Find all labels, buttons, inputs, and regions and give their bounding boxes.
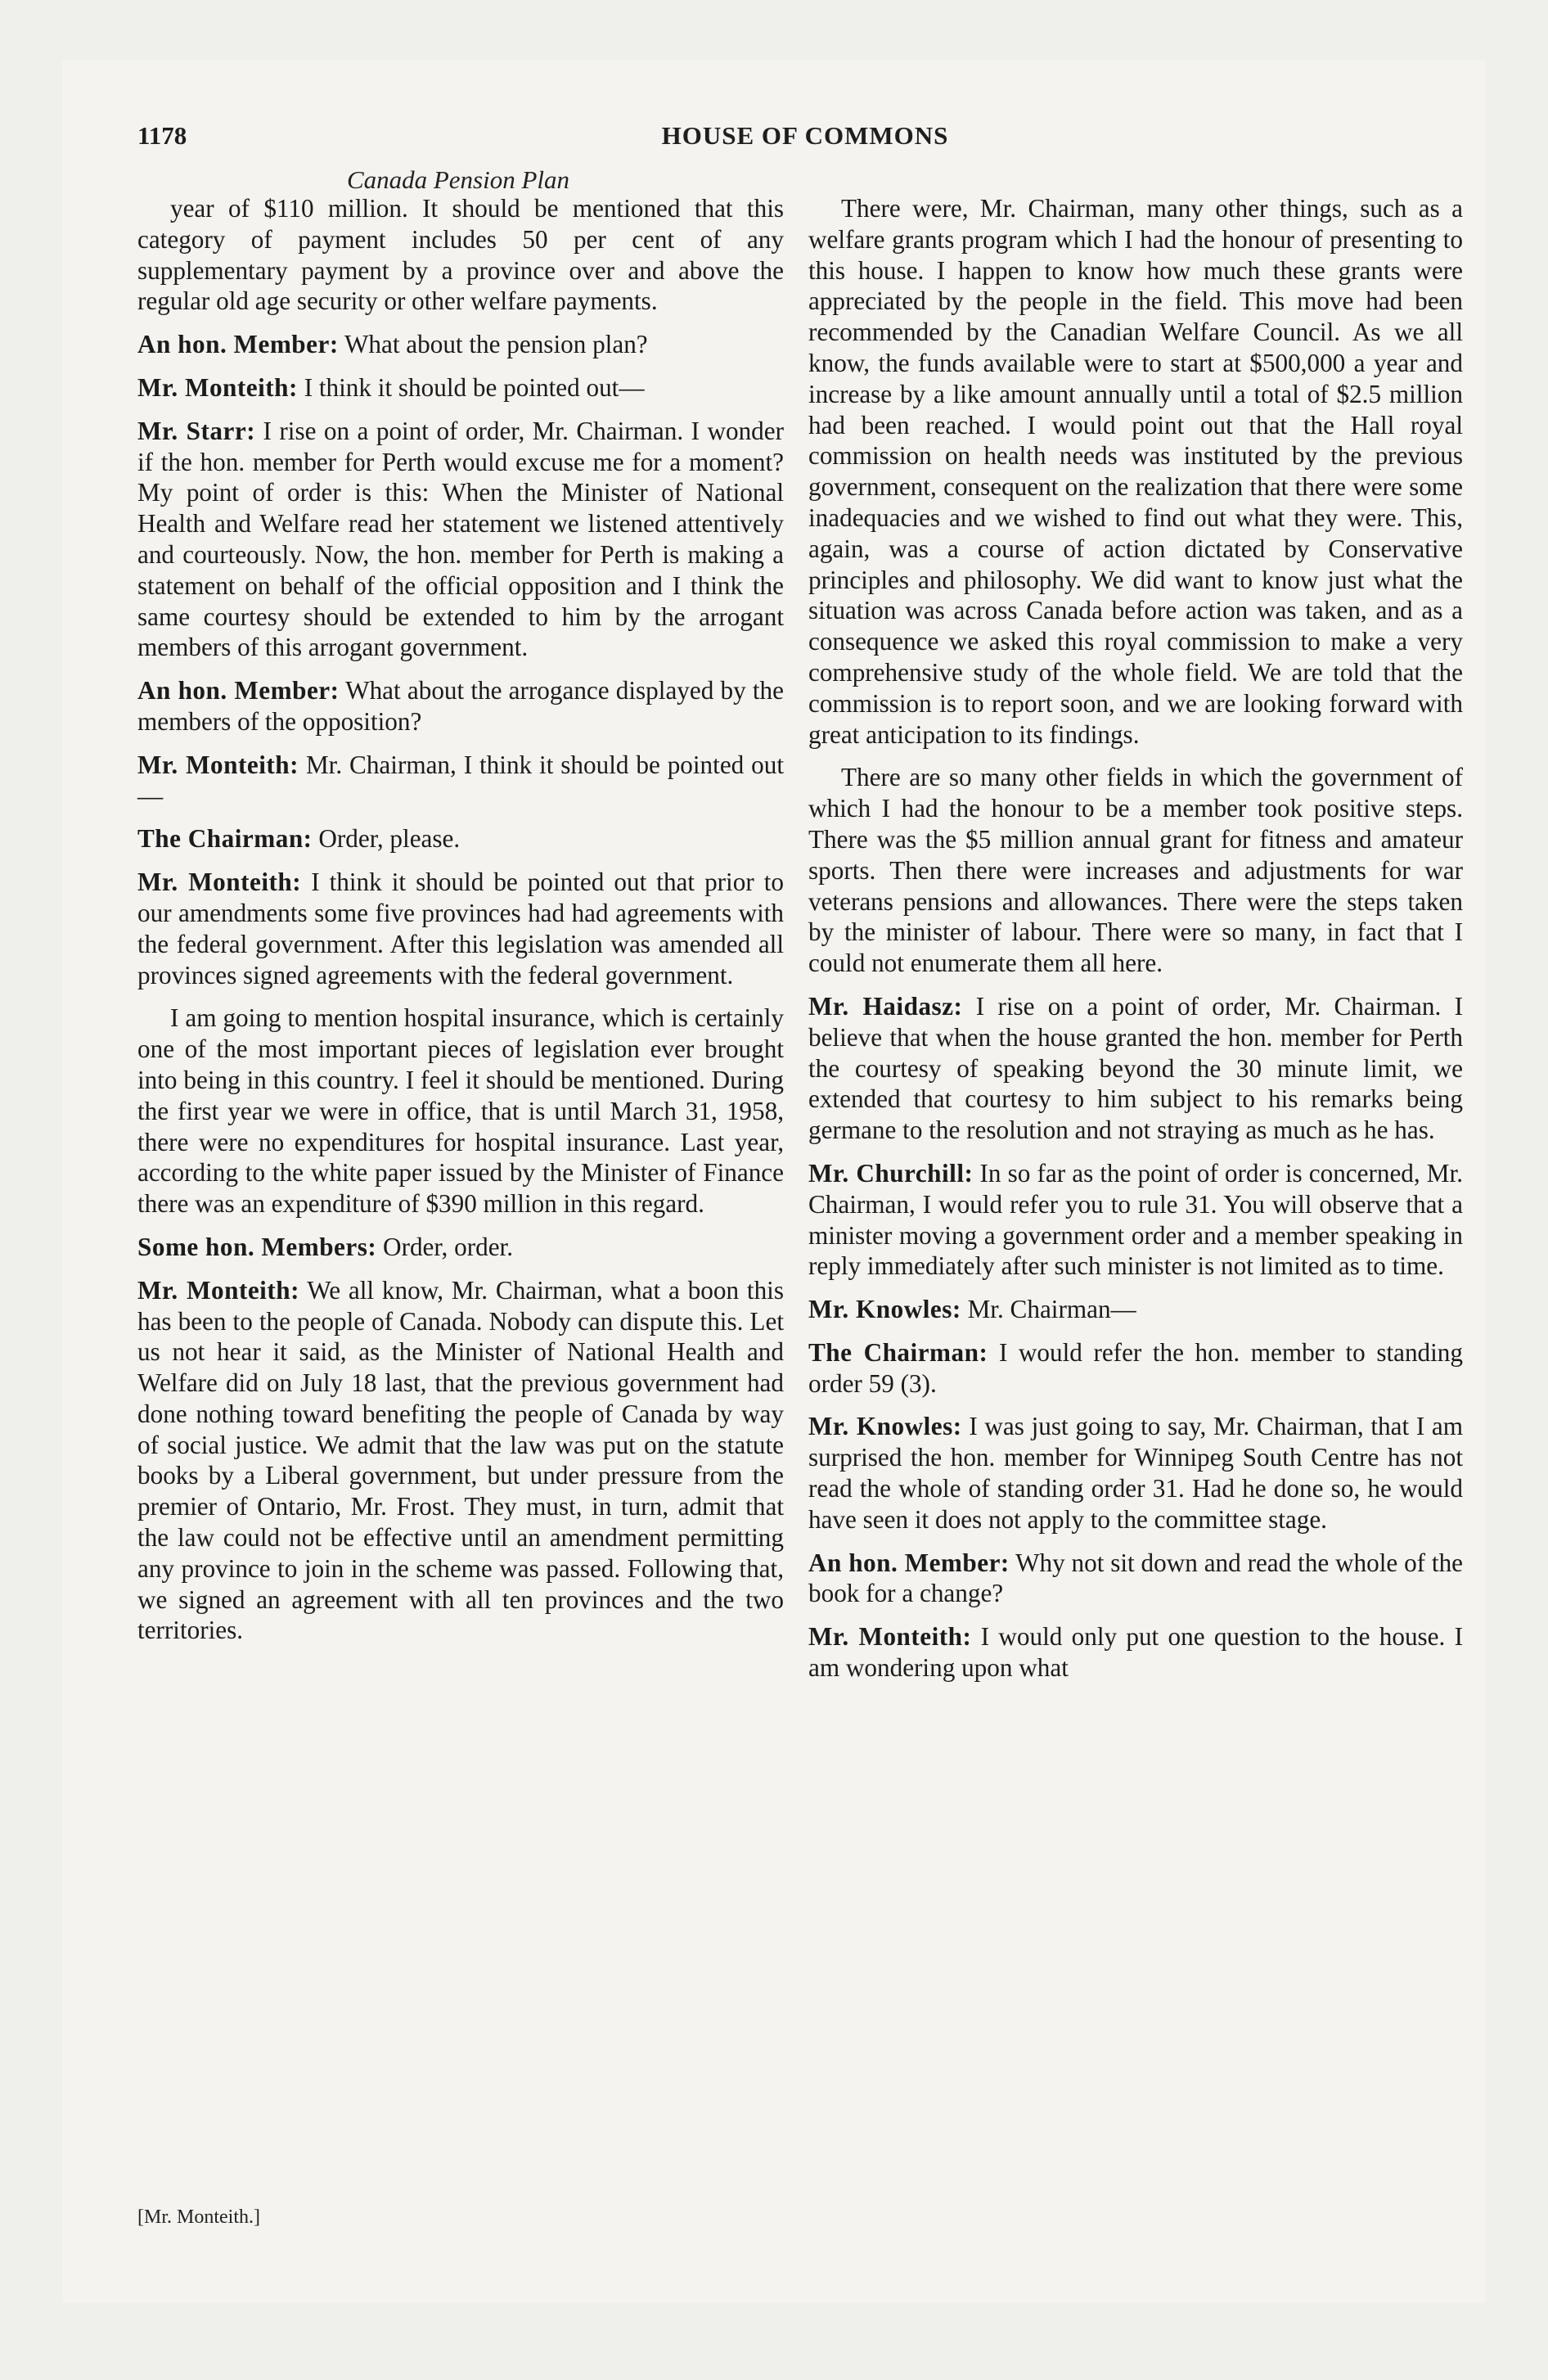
paragraph (137, 750, 784, 812)
paragraph-text: There are so many other fields in which the government of which I had the honour to be a member took positive steps. There was the $5 million annual grant for fitness and amateur sports. Then there were increases and adjustments for war veterans pensions and allowances. There were the steps taken by the minister of labour. There were so many, in fact that I could not enumerate them all here. (808, 763, 1463, 978)
running-title: HOUSE OF COMMONS (661, 121, 949, 150)
speaker-name: An hon. Member: (137, 330, 339, 359)
paragraph-text: I think it should be pointed out— (304, 372, 645, 402)
paragraph (137, 416, 784, 663)
speaker-name: Mr. Monteith: (137, 1275, 299, 1305)
paragraph (808, 1158, 1463, 1282)
left-column (137, 193, 784, 1658)
section-subtitle: Canada Pension Plan (346, 165, 570, 194)
speaker-name: Mr. Knowles: (808, 1412, 962, 1441)
paragraph (808, 1337, 1463, 1400)
speaker-name: An hon. Member: (137, 676, 340, 705)
paragraph (137, 675, 784, 737)
paragraph-text: I think it should be pointed out that prior to our amendments some five provinces had had agreements with the federal government. After this legislation was amended all provinces signed agreements with the federal government. (137, 868, 784, 989)
speaker-name: Mr. Monteith: (808, 1622, 972, 1652)
speaker-name: Mr. Monteith: (137, 868, 302, 897)
paragraph-text: What about the arrogance displayed by the members of the opposition? (137, 676, 784, 736)
speaker-name: Mr. Monteith: (137, 750, 299, 779)
paragraph-text: Mr. Chairman— (967, 1295, 1136, 1324)
paragraph (137, 1275, 784, 1647)
speaker-name: Mr. Monteith: (137, 372, 298, 402)
paragraph-text: I would only put one question to the house. I am wondering upon what (808, 1622, 1463, 1683)
paragraph (137, 372, 784, 403)
paragraph (808, 762, 1463, 979)
speaker-name: Some hon. Members: (137, 1232, 377, 1261)
paragraph-text: I rise on a point of order, Mr. Chairman. I believe that when the house granted the hon. member for Perth the courtesy of speaking beyond the 30 minute limit, we extended that courtesy to him subject to his remarks being germane to the resolution and not straying as much as he has. (808, 991, 1463, 1145)
paragraph-text: We all know, Mr. Chairman, what a boon this has been to the people of Canada. Nobody can dispute this. Let us not hear it said, as the Minister of National Health and Welfare did on July 18 last, that the previous government had done nothing toward benefiting the people of Canada by way of social justice. We admit that the law was put on the statute books by a Liberal government, but under pressure from the premier of Ontario, Mr. Frost. They must, in turn, admit that the law could not be effective until an amendment permitting any province to join in the scheme was passed. Following that, we signed an agreement with all ten provinces and the two territories. (137, 1275, 784, 1645)
speaker-name: The Chairman: (808, 1337, 988, 1367)
paragraph (137, 867, 784, 990)
paragraph-text: I was just going to say, Mr. Chairman, that I am surprised the hon. member for Winnipeg South Centre has not read the whole of standing order 31. Had he done so, he would have seen it does not apply to the committee stage. (808, 1412, 1463, 1534)
paragraph (137, 1232, 784, 1263)
paragraph-text: Why not sit down and read the whole of the book for a change? (808, 1548, 1464, 1608)
paragraph-text: I am going to mention hospital insurance, which is certainly one of the most important pieces of legislation ever brought into being in this country. I feel it should be mentioned. During the first year we were in office, that is until March 31, 1958, there were no expenditures for hospital insurance. Last year, according to the white paper issued by the Minister of Finance there was an expenditure of $390 million in this regard. (137, 1003, 784, 1219)
paragraph-text: Order, order. (383, 1232, 513, 1261)
speaker-name: Mr. Knowles: (808, 1295, 961, 1324)
paragraph (808, 1294, 1463, 1325)
paragraph-text: I would refer the hon. member to standing order 59 (3). (808, 1337, 1463, 1398)
paragraph (808, 193, 1463, 750)
page-header (137, 121, 1473, 157)
paragraph (137, 1003, 784, 1219)
paragraph-text: Mr. Chairman, I think it should be pointed out— (137, 750, 785, 810)
paragraph (137, 193, 784, 317)
speaker-name: Mr. Haidasz: (808, 991, 963, 1021)
footer-speaker-note: [Mr. Monteith.] (137, 2206, 260, 2228)
paragraph (808, 1411, 1463, 1535)
paragraph-text: I rise on a point of order, Mr. Chairman. I wonder if the hon. member for Perth would excuse me for a moment? My point of order is this: When the Minister of National Health and Welfare read her statement we listened attentively and courteously. Now, the hon. member for Perth is making a statement on behalf of the official opposition and I think the same courtesy should be extended to him by the arrogant members of this arrogant government. (137, 416, 784, 662)
paragraph-text: Order, please. (318, 824, 461, 854)
page-number: 1178 (137, 121, 187, 150)
paragraph-text: In so far as the point of order is concerned, Mr. Chairman, I would refer you to rule 31. You will observe that a minister moving a government order and a member speaking in reply immediately after such minister is not limited as to time. (808, 1158, 1463, 1281)
paragraph (137, 329, 784, 360)
paragraph (808, 1621, 1463, 1684)
speaker-name: Mr. Starr: (137, 416, 256, 445)
paragraph (137, 823, 784, 854)
paragraph-text: What about the pension plan? (344, 330, 648, 359)
speaker-name: Mr. Churchill: (808, 1158, 974, 1188)
speaker-name: The Chairman: (137, 824, 313, 854)
paragraph-text: There were, Mr. Chairman, many other things, such as a welfare grants program which I had the honour of presenting to this house. I happen to know how much these grants were appreciated by the people in the field. This move had been recommended by the Canadian Welfare Council. As we all know, the funds available were to start at $500,000 a year and increase by a like amount annually until a total of $2.5 million had been reached. I would point out that the Hall royal commission on health needs was instituted by the previous government, consequent on the realization that there were some inadequacies and we wished to find out what they were. This, again, was a course of action dictated by Conservative principles and philosophy. We did want to know just what the situation was across Canada before action was taken, and as a consequence we asked this royal commission to make a very comprehensive study of the whole field. We are told that the commission is to report soon, and we are looking forward with great anticipation to its findings. (808, 194, 1463, 749)
right-column (808, 193, 1463, 1696)
paragraph-text: year of $110 million. It should be mentioned that this category of payment includes 50 per cent of any supplementary payment by a province over and above the regular old age security or other welfare payments. (137, 194, 784, 316)
paragraph (808, 991, 1463, 1146)
paragraph (808, 1548, 1463, 1610)
speaker-name: An hon. Member: (808, 1548, 1010, 1577)
